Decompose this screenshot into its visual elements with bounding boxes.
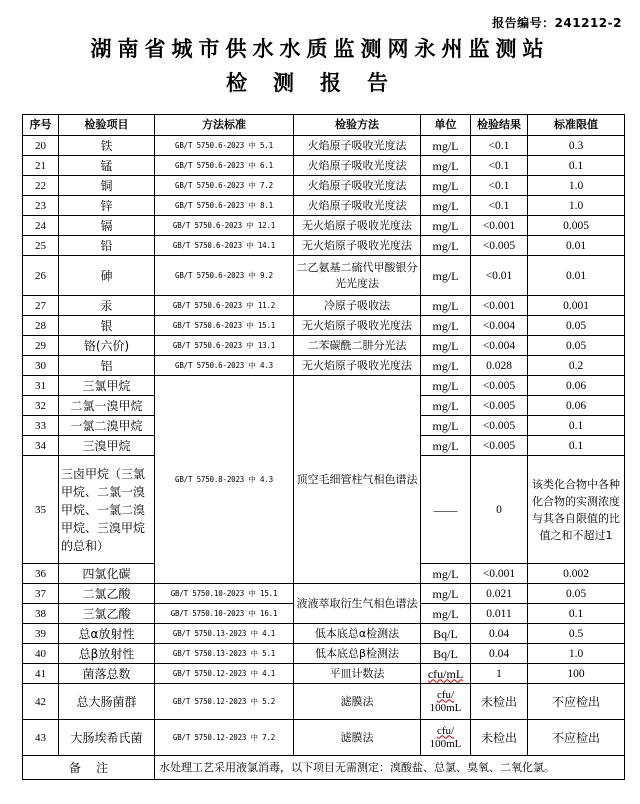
cell-unit: mg/L [421,396,471,416]
station-title: 湖南省城市供水水质监测网永州监测站 [90,37,550,61]
cell-unit: mg/L [421,604,471,624]
note-label: 备 注 [23,756,155,780]
cell-standard: GB/T 5750.6-2023 中 5.1 [155,136,294,156]
cell-unit: Bq/L [421,624,471,644]
cell-unit: mg/L [421,236,471,256]
cell-unit: mg/L [421,436,471,456]
cell-seq: 32 [23,396,59,416]
cell-unit: mg/L [421,316,471,336]
cell-standard: GB/T 5750.10-2023 中 15.1 [155,584,294,604]
cell-seq: 42 [23,684,59,720]
cell-unit: Bq/L [421,644,471,664]
table-row [23,196,625,216]
note-text: 水处理工艺采用液氯消毒，以下项目无需测定：溴酸盐、总氯、臭氧、二氧化氯。 [155,756,625,780]
cell-limit: 0.05 [528,584,625,604]
cell-seq: 36 [23,564,59,584]
cell-item: 三溴甲烷 [59,436,155,456]
cell-standard: GB/T 5750.10-2023 中 16.1 [155,604,294,624]
cell-item: 镉 [59,216,155,236]
cell-standard: GB/T 5750.6-2023 中 7.2 [155,176,294,196]
cell-result: 0 [471,456,528,564]
table-row [23,664,625,684]
cell-item: 银 [59,316,155,336]
cell-item: 锌 [59,196,155,216]
cell-method: 火焰原子吸收光度法 [294,176,421,196]
cell-method: 无火焰原子吸收光度法 [294,216,421,236]
cell-result: 0.028 [471,356,528,376]
cell-unit [421,720,471,756]
cell-item: 四氯化碳 [59,564,155,584]
cell-result: <0.001 [471,564,528,584]
cell-standard: GB/T 5750.12-2023 中 4.1 [155,664,294,684]
cell-method: 无火焰原子吸收光度法 [294,356,421,376]
table-row [23,296,625,316]
cell-limit: 不应检出 [528,684,625,720]
report-number: 报告编号：241212-2 [492,16,622,30]
cell-unit: mg/L [421,584,471,604]
cell-method: 二乙氨基二硫代甲酸银分光光度法 [294,256,421,296]
cell-result: 未检出 [471,720,528,756]
cell-limit: 该类化合物中各种化合物的实测浓度与其各自限值的比值之和不超过1 [528,456,625,564]
cell-result: <0.005 [471,396,528,416]
unit-text: cfu/mL [427,666,464,681]
cell-method: 二苯碳酰二肼分光法 [294,336,421,356]
cell-result: 未检出 [471,684,528,720]
cell-unit: mg/L [421,156,471,176]
table-row [23,684,625,720]
cell-method: 低本底总β检测法 [294,644,421,664]
cell-method-merged: 液液萃取衍生气相色谱法 [294,584,421,624]
cell-result: 0.021 [471,584,528,604]
cell-seq: 39 [23,624,59,644]
cell-standard: GB/T 5750.13-2023 中 5.1 [155,644,294,664]
cell-standard-merged: GB/T 5750.8-2023 中 4.3 [155,376,294,584]
cell-item: 三卤甲烷（三氯甲烷、二氯一溴甲烷、一氯二溴甲烷、三溴甲烷的总和） [59,456,155,564]
table-row [23,644,625,664]
cell-method: 冷原子吸收法 [294,296,421,316]
cell-limit: 0.1 [528,604,625,624]
cell-standard: GB/T 5750.12-2023 中 7.2 [155,720,294,756]
cell-method-merged: 顶空毛细管柱气相色谱法 [294,376,421,584]
unit-bottom: 100mL [429,701,462,714]
cell-item: 铬(六价) [59,336,155,356]
cell-seq: 28 [23,316,59,336]
cell-seq: 35 [23,456,59,564]
cell-limit: 0.06 [528,376,625,396]
cell-item: 总α放射性 [59,624,155,644]
cell-seq: 29 [23,336,59,356]
cell-result: <0.01 [471,256,528,296]
table-row [23,720,625,756]
header-seq: 序号 [23,115,59,136]
cell-limit: 0.001 [528,296,625,316]
table-row [23,336,625,356]
table-row [23,216,625,236]
cell-limit: 100 [528,664,625,684]
cell-method: 无火焰原子吸收光度法 [294,316,421,336]
cell-standard: GB/T 5750.6-2023 中 15.1 [155,316,294,336]
cell-limit: 1.0 [528,196,625,216]
cell-standard: GB/T 5750.6-2023 中 13.1 [155,336,294,356]
cell-result: <0.004 [471,336,528,356]
cell-standard: GB/T 5750.6-2023 中 9.2 [155,256,294,296]
cell-seq: 30 [23,356,59,376]
cell-result: <0.001 [471,296,528,316]
cell-method: 平皿计数法 [294,664,421,684]
cell-result: 0.04 [471,624,528,644]
cell-seq: 26 [23,256,59,296]
cell-standard: GB/T 5750.13-2023 中 4.1 [155,624,294,644]
cell-limit: 0.06 [528,396,625,416]
cell-seq: 33 [23,416,59,436]
cell-seq: 37 [23,584,59,604]
cell-unit: mg/L [421,356,471,376]
cell-limit: 0.1 [528,156,625,176]
cell-result: 0.011 [471,604,528,624]
table-header-row [23,115,625,136]
cell-seq: 34 [23,436,59,456]
cell-item: 总β放射性 [59,644,155,664]
cell-seq: 41 [23,664,59,684]
cell-unit: mg/L [421,136,471,156]
table-row [23,316,625,336]
cell-item: 总大肠菌群 [59,684,155,720]
cell-item: 铜 [59,176,155,196]
cell-limit: 0.01 [528,256,625,296]
cell-result: <0.005 [471,436,528,456]
header-result: 检验结果 [471,115,528,136]
cell-seq: 40 [23,644,59,664]
cell-result: <0.005 [471,416,528,436]
results-table [22,114,625,780]
cell-unit: mg/L [421,176,471,196]
cell-standard: GB/T 5750.6-2023 中 14.1 [155,236,294,256]
header-item: 检验项目 [59,115,155,136]
cell-method: 低本底总α检测法 [294,624,421,644]
header-unit: 单位 [421,115,471,136]
cell-unit: mg/L [421,196,471,216]
cell-unit [421,684,471,720]
cell-seq: 23 [23,196,59,216]
cell-item: 一氯二溴甲烷 [59,416,155,436]
note-row [23,756,625,780]
table-row [23,236,625,256]
cell-unit: —— [421,456,471,564]
cell-standard: GB/T 5750.6-2023 中 12.1 [155,216,294,236]
cell-standard: GB/T 5750.6-2023 中 4.3 [155,356,294,376]
cell-item: 菌落总数 [59,664,155,684]
cell-seq: 20 [23,136,59,156]
cell-result: <0.1 [471,156,528,176]
cell-item: 二氯一溴甲烷 [59,396,155,416]
cell-limit: 0.005 [528,216,625,236]
cell-result: <0.1 [471,196,528,216]
cell-limit: 0.1 [528,416,625,436]
cell-limit: 0.5 [528,624,625,644]
cell-unit [421,664,471,684]
header-method: 检验方法 [294,115,421,136]
cell-item: 铁 [59,136,155,156]
unit-top: cfu/ [436,724,455,737]
cell-result: <0.1 [471,136,528,156]
table-row [23,356,625,376]
cell-unit: mg/L [421,564,471,584]
header-standard: 方法标准 [155,115,294,136]
cell-unit: mg/L [421,376,471,396]
cell-limit: 0.1 [528,436,625,456]
unit-bottom: 100mL [429,737,462,750]
cell-method: 滤膜法 [294,720,421,756]
cell-seq: 24 [23,216,59,236]
cell-result: 1 [471,664,528,684]
cell-result: <0.1 [471,176,528,196]
cell-item: 铅 [59,236,155,256]
cell-item: 铝 [59,356,155,376]
table-row [23,156,625,176]
cell-standard: GB/T 5750.6-2023 中 6.1 [155,156,294,176]
cell-item: 三氯甲烷 [59,376,155,396]
cell-standard: GB/T 5750.6-2023 中 8.1 [155,196,294,216]
cell-method: 火焰原子吸收光度法 [294,196,421,216]
cell-unit: mg/L [421,296,471,316]
cell-seq: 43 [23,720,59,756]
unit-top: cfu/ [436,688,455,701]
cell-limit: 0.3 [528,136,625,156]
cell-limit: 0.05 [528,316,625,336]
cell-unit: mg/L [421,416,471,436]
cell-seq: 27 [23,296,59,316]
cell-result: <0.005 [471,376,528,396]
cell-limit: 1.0 [528,644,625,664]
cell-item: 三氯乙酸 [59,604,155,624]
cell-result: 0.04 [471,644,528,664]
table-row [23,256,625,296]
table-row [23,376,625,396]
cell-method: 滤膜法 [294,684,421,720]
cell-result: <0.001 [471,216,528,236]
cell-standard: GB/T 5750.12-2023 中 5.2 [155,684,294,720]
cell-seq: 22 [23,176,59,196]
cell-seq: 21 [23,156,59,176]
cell-unit: mg/L [421,216,471,236]
cell-seq: 31 [23,376,59,396]
cell-item: 汞 [59,296,155,316]
cell-item: 二氯乙酸 [59,584,155,604]
cell-unit: mg/L [421,336,471,356]
cell-item: 锰 [59,156,155,176]
cell-limit: 1.0 [528,176,625,196]
cell-method: 无火焰原子吸收光度法 [294,236,421,256]
cell-method: 火焰原子吸收光度法 [294,156,421,176]
cell-result: <0.004 [471,316,528,336]
cell-method: 火焰原子吸收光度法 [294,136,421,156]
cell-limit: 0.05 [528,336,625,356]
cell-seq: 25 [23,236,59,256]
table-row [23,624,625,644]
cell-item: 砷 [59,256,155,296]
report-title: 检测报告 [226,71,414,95]
cell-unit: mg/L [421,256,471,296]
cell-item: 大肠埃希氏菌 [59,720,155,756]
cell-limit: 0.01 [528,236,625,256]
header-limit: 标准限值 [528,115,625,136]
table-row [23,584,625,604]
table-row [23,136,625,156]
cell-seq: 38 [23,604,59,624]
cell-limit: 0.002 [528,564,625,584]
cell-limit: 不应检出 [528,720,625,756]
cell-standard: GB/T 5750.6-2023 中 11.2 [155,296,294,316]
table-row [23,176,625,196]
cell-result: <0.005 [471,236,528,256]
cell-limit: 0.2 [528,356,625,376]
